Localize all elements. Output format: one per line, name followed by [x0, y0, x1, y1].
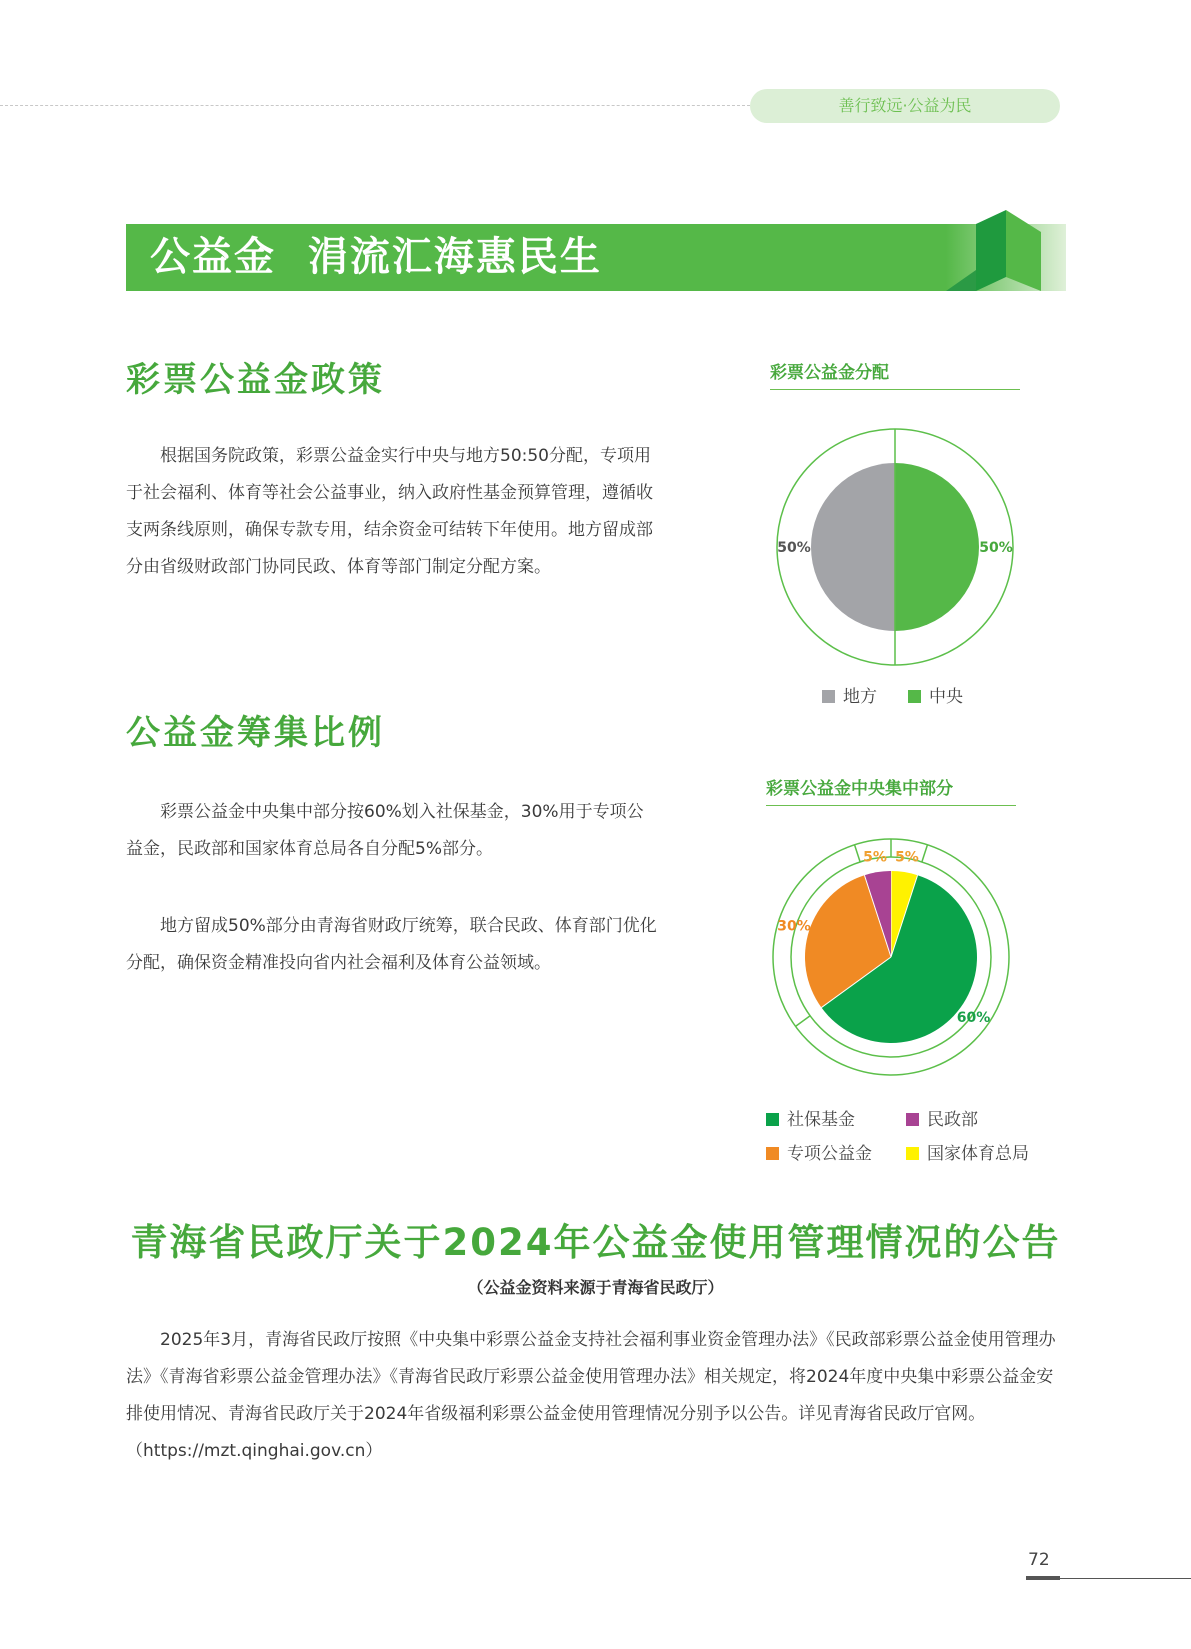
- page-footer-marker: [1026, 1576, 1060, 1580]
- header-dashed-line: [0, 105, 750, 106]
- policy-heading: 彩票公益金政策: [126, 360, 385, 400]
- chart2-legend-item-1: [906, 1105, 978, 1130]
- chart2-legend-label-1: 民政部: [927, 1110, 978, 1130]
- header-tagline: 善行致远·公益为民: [750, 89, 1060, 123]
- slice-divider-1: [922, 845, 928, 862]
- pie-label-1: 60%: [956, 1009, 991, 1026]
- chart2-legend-swatch-1: [906, 1113, 919, 1126]
- chart1-legend-item-0: [822, 682, 877, 707]
- chart2-legend-swatch-0: [766, 1113, 779, 1126]
- chart2-legend-label-2: 专项公益金: [787, 1144, 872, 1164]
- chart1-pie: [760, 412, 1030, 682]
- ratio-paragraph-2: 地方留成50%部分由青海省财政厅统筹，联合民政、体育部门优化分配，确保资金精准投向省内社会福利及体育公益领域。: [126, 916, 657, 973]
- notice-paragraph: 2025年3月，青海省民政厅按照《中央集中彩票公益金支持社会福利事业资金管理办法》《民政部彩票公益金使用管理办法》《青海省彩票公益金管理办法》《青海省民政厅彩票公益金使用管理办法》相关规定，将2024年度中央集中彩票公益金安排使用情况、青海省民政厅关于2024年省级福利彩票公益金使用管理情况分别予以公告。详见青海省民政厅官网。（https://mzt.qinghai.gov.cn）: [126, 1330, 1056, 1461]
- policy-paragraph: 根据国务院政策，彩票公益金实行中央与地方50:50分配，专项用于社会福利、体育等社会公益事业，纳入政府性基金预算管理，遵循收支两条线原则，确保专款专用，结余资金可结转下年使用。地方留成部分由省级财政部门协同民政、体育等部门制定分配方案。: [126, 446, 653, 577]
- pie-slice-1: [811, 463, 895, 631]
- chart2-legend-item-0: [766, 1105, 855, 1130]
- chart2-legend-swatch-3: [906, 1147, 919, 1160]
- chart1-legend-label-1: 中央: [929, 687, 963, 707]
- section-banner: [126, 224, 1066, 291]
- notice-subtitle: （公益金资料来源于青海省民政厅）: [467, 1278, 724, 1297]
- pie-label-3: 5%: [863, 849, 887, 866]
- pie-label-2: 30%: [777, 918, 811, 935]
- chart2-legend-swatch-2: [766, 1147, 779, 1160]
- pie-slice-0: [895, 463, 979, 631]
- pie-label-0: 50%: [979, 540, 1013, 556]
- chart2-legend-label-3: 国家体育总局: [927, 1144, 1029, 1164]
- pie-label-1: 50%: [777, 540, 811, 556]
- ratio-paragraph-1: 彩票公益金中央集中部分按60%划入社保基金，30%用于专项公益金，民政部和国家体育总局各自分配5%部分。: [126, 802, 644, 859]
- slice-divider-3: [855, 845, 861, 862]
- chart2-legend-item-2: [766, 1139, 872, 1164]
- chart1-title: 彩票公益金分配: [770, 358, 1020, 390]
- slice-divider-2: [796, 1016, 811, 1027]
- notice-title: 青海省民政厅关于2024年公益金使用管理情况的公告: [130, 1221, 1061, 1264]
- pie-label-0: 5%: [895, 849, 919, 866]
- chart2-legend-label-0: 社保基金: [787, 1110, 855, 1130]
- chart2-legend-item-3: [906, 1139, 1029, 1164]
- chart1-legend-swatch-1: [908, 690, 921, 703]
- banner-title: 公益金 涓流汇海惠民生: [150, 234, 602, 280]
- chart1-legend-label-0: 地方: [843, 687, 877, 707]
- banner-ribbon-decoration: [946, 210, 1066, 291]
- page-number: 72: [1028, 1550, 1050, 1570]
- chart2-title: 彩票公益金中央集中部分: [766, 774, 1016, 806]
- ratio-heading: 公益金筹集比例: [126, 713, 385, 753]
- chart1-legend-item-1: [908, 682, 963, 707]
- chart2-pie: [756, 822, 1026, 1092]
- chart1-legend-swatch-0: [822, 690, 835, 703]
